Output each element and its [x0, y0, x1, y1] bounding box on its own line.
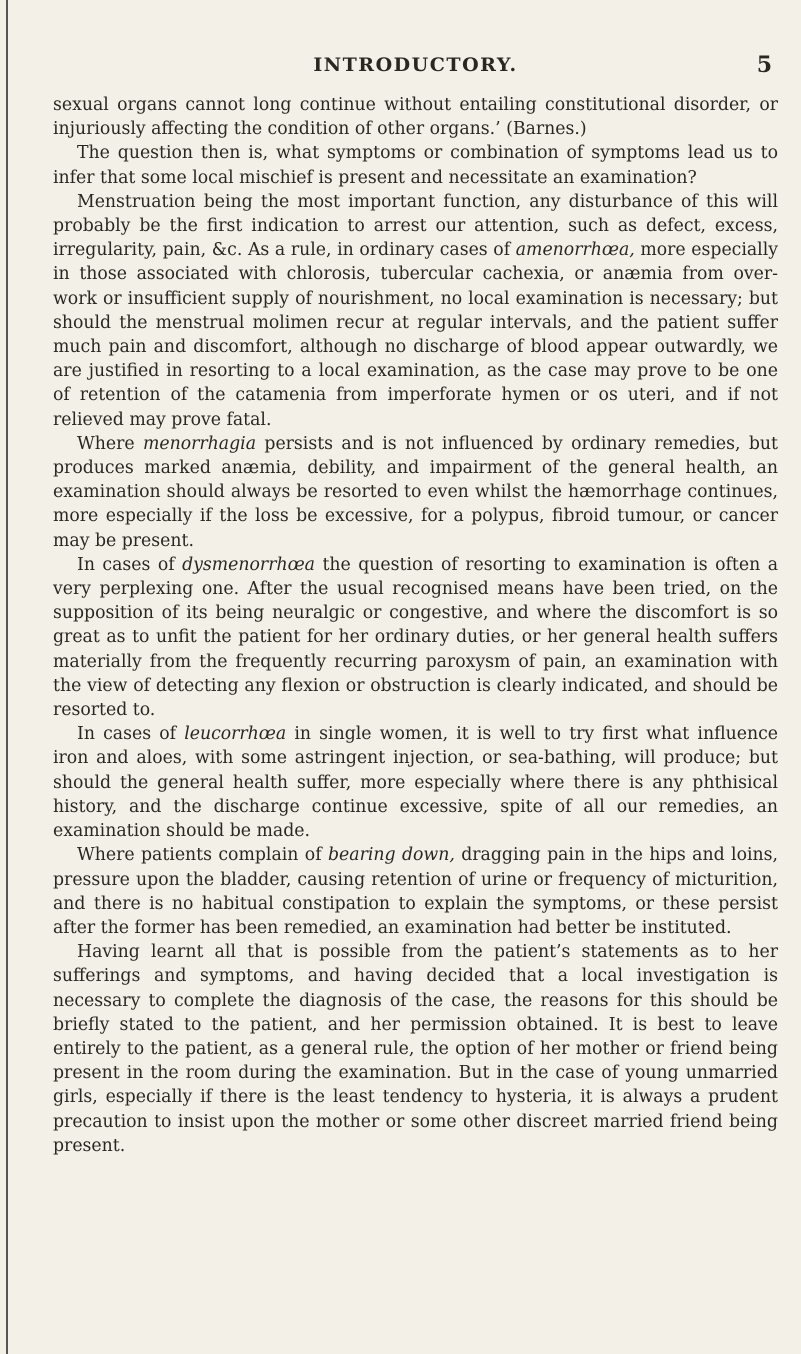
paragraph-text: persists and is not influenced by ordinary remedies, but produces marked anæmia, debility, and impairment of the general health, an examination should always be resorted to even whilst the hæmorrhage continues, more especially if the loss be excessive, for a polypus, fibroid tumour, or cancer may be present. — [53, 433, 778, 551]
term-amenorrhoea: amenorrhœa, — [515, 240, 635, 261]
paragraph-text: In cases of — [77, 724, 185, 745]
paragraph-continuation — [53, 93, 778, 141]
paragraph-text: Where — [77, 433, 143, 454]
paragraph-leucorrhoea — [53, 722, 778, 843]
paragraph-menorrhagia — [53, 432, 778, 553]
term-menorrhagia: menorrhagia — [143, 433, 256, 454]
running-head — [53, 48, 778, 82]
paragraph-text: dragging pain in the hips and loins, pressure upon the bladder, causing retention of urine or frequency of micturition, and there is no habitual constipation to explain the symptoms, or these persist after the former has been remedied, an examination had better be instituted. — [53, 845, 779, 938]
paragraph-text: Having learnt all that is possible from the patient’s statements as to her sufferings and symptoms, and having decided that a local investigation is necessary to complete the diagnosis of the case, the reasons for this should be briefly stated to the patient, and her permission obtained. It is best to leave entirely to the patient, as a general rule, the option of her mother or friend being present in the room during the examination. But in the case of young unmarried girls, especially if there is the least tendency to hysteria, it is always a prudent precaution to insist upon the mother or some other discreet married friend being present. — [53, 942, 778, 1156]
paragraph-bearing-down — [53, 843, 778, 940]
paragraph-text: in single women, it is well to try first what influence iron and aloes, with some astringent injection, or sea-bathing, will produce; but should the general health suffer, more especially where there is any phthisical history, and the discharge continue excessive, spite of all our remedies, an examination should be made. — [53, 724, 778, 842]
paragraph-dysmenorrhoea — [53, 553, 778, 722]
term-leucorrhoea: leucorrhœa — [184, 724, 287, 745]
page-edge-rule — [6, 0, 8, 1354]
paragraph-text: In cases of — [77, 554, 183, 575]
paragraph-text: sexual organs cannot long continue without entailing constitutional disorder, or injuriously affecting the condition of other organs.’ (Barnes.) — [53, 95, 778, 140]
paragraph-text: Menstruation being the most important function, any disturbance of this will probably be the first indication to arrest our attention, such as defect, excess, irregularity, pain, &c. As a rule, in ordinary cases of — [53, 191, 778, 261]
paragraph-text: the question of resorting to examination is often a very perplexing one. After the usual recognised means have been tried, on the supposition of its being neuralgic or congestive, and where the discomfort is so great as to unfit the patient for her ordinary duties, or her general health suffers materially from the frequently recurring paroxysm of pain, an examination with the view of detecting any flexion or obstruction is clearly indicated, and should be resorted to. — [53, 554, 778, 721]
body-text — [53, 93, 778, 1158]
paragraph-text: Where patients complain of — [77, 845, 328, 866]
paragraph-menstruation — [53, 190, 778, 432]
running-head-title: INTRODUCTORY. — [313, 54, 518, 76]
page-number: 5 — [756, 52, 772, 78]
paragraph-text: more especially in those associated with chlorosis, tubercular cachexia, or anæmia from over-work or insufficient supply of nourishment, no local examination is necessary; but should the menstrual molimen recur at regular intervals, and the patient suffer much pain and discomfort, although no discharge of blood appear outwardly, we are justified in resorting to a local examination, as the case may prove to be one of retention of the catamenia from imperforate hymen or os uteri, and if not relieved may prove fatal. — [53, 240, 778, 430]
paragraph-examination-question — [53, 141, 778, 189]
paragraph-patient-consent — [53, 940, 778, 1158]
term-dysmenorrhoea: dysmenorrhœa — [182, 554, 315, 575]
term-bearing-down: bearing down, — [327, 845, 455, 866]
paragraph-text: The question then is, what symptoms or combination of symptoms lead us to infer that some local mischief is present and necessitate an examination? — [53, 143, 778, 188]
